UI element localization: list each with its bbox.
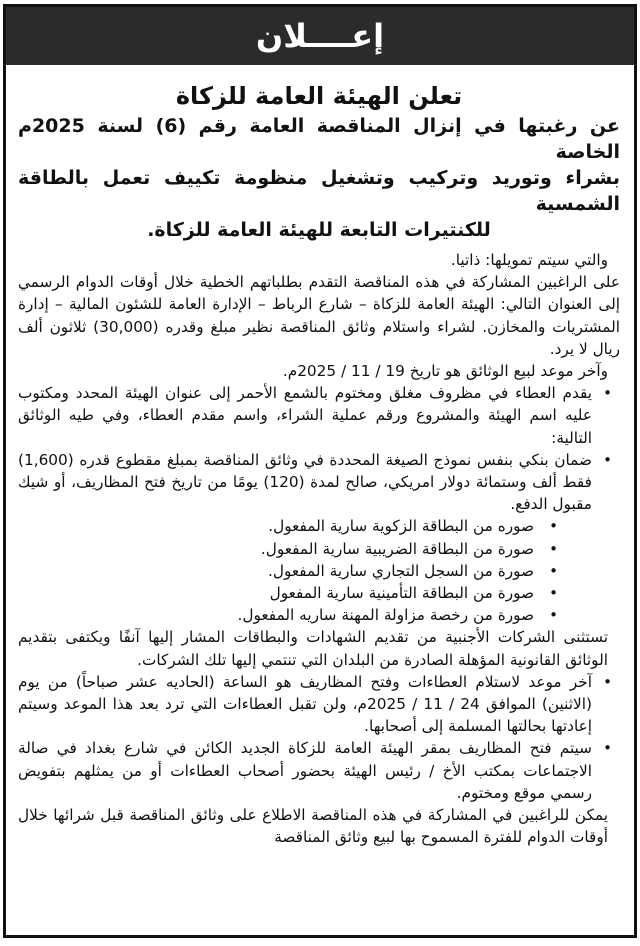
announcement-body <box>18 249 620 848</box>
tender-subject-line-3: للكنتيرات التابعة للهيئة العامة للزكاة. <box>147 219 491 241</box>
envelope-instructions: • يقدم العطاء في مظروف مغلق ومختوم بالشمع الأحمر إلى عنوان الهيئة المحدد ومكتوب عليه اسم الهيئة والمشروع ورقم عملية الشراء، واسم مقدم العطاء، وفي طيه الوثائق التالية: <box>18 382 620 449</box>
funding-paragraph: والتي سيتم تمويلها: ذاتيا. <box>450 251 608 269</box>
announcement-headline: تعلن الهيئة العامة للزكاة <box>175 82 463 110</box>
foreign-companies-note: تستثنى الشركات الأجنبية من تقديم الشهادات والبطاقات المشار إليها آنفًا ويكتفى بتقديم الوثائق القانونية المؤهلة الصادرة من البلدان التي تنتمي إليها تلك الشركات. <box>18 628 608 669</box>
banner-title: إعــــلان <box>255 17 385 55</box>
tender-subject <box>18 113 620 243</box>
tender-subject-line-1: عن رغبتها في إنزال المناقصة العامة رقم (6) لسنة 2025م الخاصة <box>18 115 620 163</box>
bid-opening-place: • سيتم فتح المظاريف بمقر الهيئة العامة للزكاة الجديد الكائن في شارع بغداد في صالة الاجتماعات بمكتب الأخ / رئيس الهيئة بحضور أصحاب العطاءات أو من يمثلهم بتفويض رسمي موقع ومختوم. <box>18 737 620 804</box>
closing-paragraph: يمكن للراغبين في المشاركة في هذه المناقصة الاطلاع على وثائق المناقصة قبل شرائها خلال أوقات الدوام للفترة المسموح بها لبيع وثائق المناقصة <box>18 806 608 847</box>
announcement-banner <box>6 7 634 65</box>
required-document-item: • صوره من البطاقة الزكوية سارية المفعول. <box>18 515 620 537</box>
bid-opening-time: • آخر موعد لاستلام العطاءات وفتح المظاريف هو الساعة (الحاديه عشر صباحاً) من يوم (الاثنين) الموافق 24 / 11 / 2025م، ولن تقبل العطاءات التي ترد بعد هذا الموعد وسيتم إعادتها بحالتها المسلمة إلى أصحابها. <box>18 671 620 738</box>
bank-guarantee: • ضمان بنكي بنفس نموذج الصيغة المحددة في وثائق المناقصة بمبلغ مقطوع قدره (1,600) فقط ألف وستمائة دولار امريكي، صالح لمدة (120) يومًا من تاريخ فتح المظاريف، أو شيك مقبول الدفع. <box>18 449 620 516</box>
announcement-content <box>6 65 634 848</box>
required-document-item: • صورة من السجل التجاري سارية المفعول. <box>18 560 620 582</box>
document-sale-deadline: وآخر موعد لبيع الوثائق هو تاريخ 19 / 11 / 2025م. <box>282 362 608 381</box>
required-document-item: • صورة من رخصة مزاولة المهنة ساريه المفعول. <box>18 604 620 626</box>
announcement-frame <box>3 4 637 938</box>
applicants-paragraph: على الراغبين المشاركة في هذه المناقصة التقدم بطلباتهم الخطية خلال أوقات الدوام الرسمي إلى العنوان التالي: الهيئة العامة للزكاة – شارع الرباط – الإدارة العامة للشئون المالية – إدارة المشتريات والمخازن. لشراء واستلام وثائق المناقصة نظير مبلغ وقدره (30,000) ثلاثون ألف ريال لا يرد. <box>18 273 620 358</box>
required-document-item: • صورة من البطاقة التأمينية سارية المفعول <box>18 582 620 604</box>
tender-subject-line-2: بشراء وتوريد وتركيب وتشغيل منظومة تكييف تعمل بالطاقة الشمسية <box>18 167 620 215</box>
required-document-item: • صورة من البطاقة الضريبية سارية المفعول. <box>18 538 620 560</box>
